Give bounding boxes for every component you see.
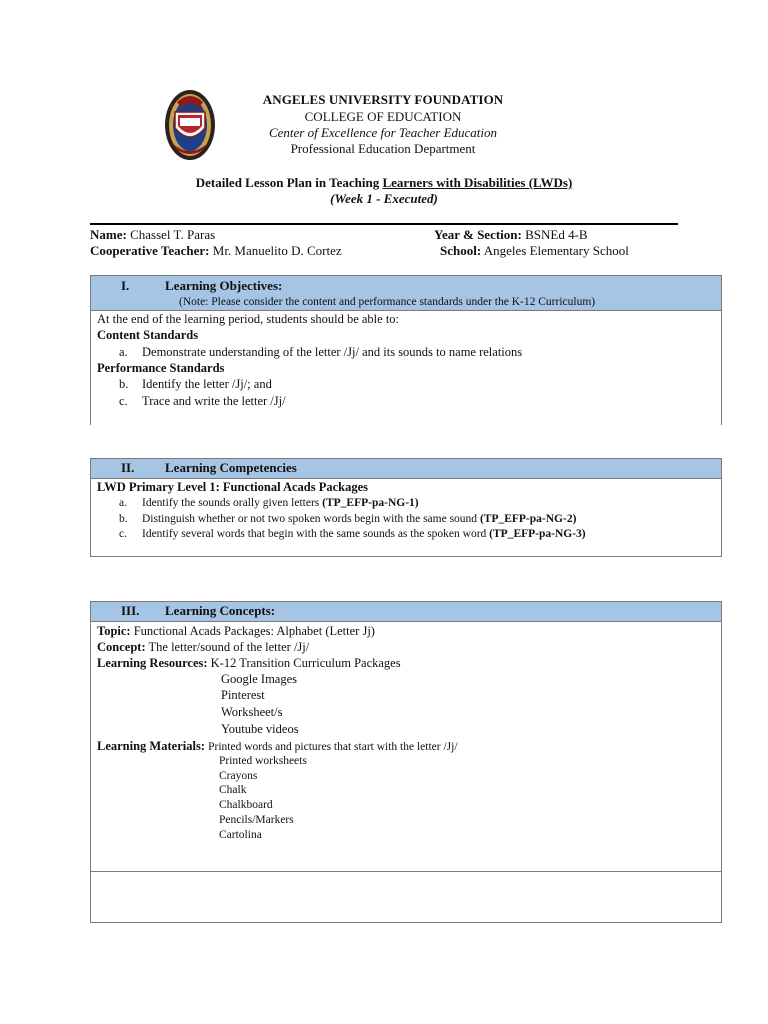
cooperative-teacher-value: Mr. Manuelito D. Cortez — [212, 243, 342, 258]
section-note: (Note: Please consider the content and performance standards under the K-12 Curriculum) — [179, 296, 596, 308]
competency-text: Distinguish whether or not two spoken words begin with the same sound — [142, 513, 480, 525]
list-marker: a. — [119, 497, 127, 509]
list-marker: c. — [119, 528, 127, 540]
materials-label: Learning Materials: — [97, 739, 205, 753]
name-field — [90, 227, 215, 243]
objective-item-b: Identify the letter /Jj/; and — [142, 377, 272, 391]
section-title: Learning Objectives: — [165, 278, 283, 293]
competencies-subtitle: LWD Primary Level 1: Functional Acads Packages — [97, 480, 369, 494]
concept-label: Concept: — [97, 640, 146, 654]
list-marker: b. — [119, 513, 128, 525]
learning-concepts-section — [90, 601, 722, 923]
list-marker: a. — [119, 345, 128, 359]
concept-field — [97, 639, 309, 655]
content-standards-label: Content Standards — [97, 328, 199, 342]
material-item: Printed worksheets — [219, 755, 307, 767]
topic-label: Topic: — [97, 624, 131, 638]
school-field — [440, 243, 629, 259]
document-week: (Week 1 - Executed) — [330, 191, 438, 206]
competency-item-c — [142, 526, 586, 542]
material-item: Printed words and pictures that start with the letter /Jj/ — [208, 741, 458, 753]
year-section-value: BSNEd 4-B — [525, 227, 588, 242]
resource-item: Worksheet/s — [221, 705, 283, 719]
performance-standards-label: Performance Standards — [97, 361, 225, 375]
school-label: School: — [440, 243, 482, 258]
section-number: III. — [121, 603, 140, 618]
year-section-field — [434, 227, 588, 243]
resource-item: K-12 Transition Curriculum Packages — [210, 656, 401, 670]
department-name: Professional Education Department — [290, 141, 476, 156]
learning-competencies-header — [91, 459, 721, 479]
header-divider — [90, 223, 678, 225]
name-value: Chassel T. Paras — [130, 227, 216, 242]
resource-item: Pinterest — [221, 688, 265, 702]
section-title: Learning Concepts: — [165, 603, 276, 618]
learning-objectives-section — [90, 275, 722, 425]
material-item: Pencils/Markers — [219, 814, 294, 826]
competency-code: (TP_EFP-pa-NG-2) — [479, 513, 577, 525]
concept-value: The letter/sound of the letter /Jj/ — [148, 640, 310, 654]
learning-competencies-section — [90, 458, 722, 557]
competency-item-b — [142, 511, 576, 527]
competency-text: Identify the sounds orally given letters — [142, 497, 323, 509]
topic-field — [97, 623, 375, 639]
university-name: ANGELES UNIVERSITY FOUNDATION — [262, 92, 504, 107]
title-subject: Learners with Disabilities (LWDs) — [382, 175, 573, 190]
competency-text: Identify several words that begin with the same sounds as the spoken word — [142, 528, 490, 540]
resources-field — [97, 655, 401, 671]
learning-concepts-header — [91, 602, 721, 622]
material-item: Chalk — [219, 784, 247, 796]
competency-code: (TP_EFP-pa-NG-1) — [322, 497, 419, 509]
material-item: Crayons — [219, 770, 258, 782]
college-name: COLLEGE OF EDUCATION — [304, 109, 462, 124]
center-name: Center of Excellence for Teacher Education — [268, 125, 498, 140]
objectives-intro: At the end of the learning period, students should be able to: — [97, 312, 400, 326]
cooperative-teacher-label: Cooperative Teacher: — [90, 243, 210, 258]
section-number: I. — [121, 278, 130, 293]
year-section-label: Year & Section: — [434, 227, 522, 242]
section-number: II. — [121, 460, 135, 475]
empty-row-divider — [91, 871, 721, 872]
section-title: Learning Competencies — [165, 460, 297, 475]
material-item: Cartolina — [219, 829, 262, 841]
resource-item: Youtube videos — [221, 722, 299, 736]
competency-item-a — [142, 495, 419, 511]
list-marker: b. — [119, 377, 129, 391]
resources-label: Learning Resources: — [97, 656, 208, 670]
name-label: Name: — [90, 227, 127, 242]
title-prefix: Detailed Lesson Plan in Teaching — [195, 175, 383, 190]
objective-item-c: Trace and write the letter /Jj/ — [142, 394, 286, 408]
material-item: Chalkboard — [219, 799, 273, 811]
competency-code: (TP_EFP-pa-NG-3) — [489, 528, 586, 540]
learning-objectives-header — [91, 276, 721, 311]
resource-item: Google Images — [221, 672, 298, 686]
school-value: Angeles Elementary School — [483, 243, 629, 258]
topic-value: Functional Acads Packages: Alphabet (Letter Jj) — [133, 624, 375, 638]
objective-item-a: Demonstrate understanding of the letter /Jj/ and its sounds to name relations — [142, 345, 523, 359]
cooperative-teacher-field — [90, 243, 342, 259]
list-marker: c. — [119, 394, 128, 408]
document-title — [90, 175, 678, 191]
